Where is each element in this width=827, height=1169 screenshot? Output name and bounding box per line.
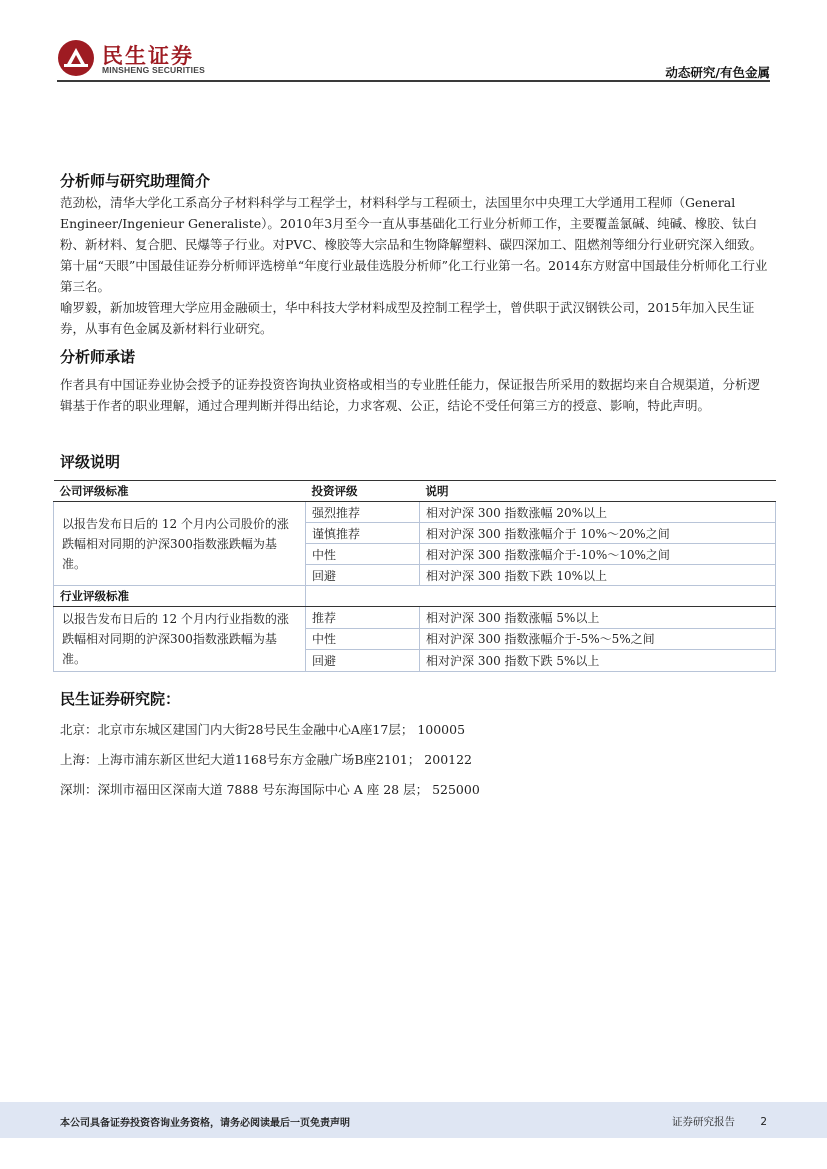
industry-header-row [54,586,776,607]
address-shanghai [60,750,472,768]
rating-cell: 强烈推荐 [306,502,420,523]
commitment-title: 分析师承诺 [60,348,136,366]
desc-cell: 相对沪深 300 指数涨幅介于-10%～10%之间 [420,544,776,565]
footer-label: 证券研究报告 [671,1116,735,1128]
address-beijing [60,720,465,738]
table-row [54,502,776,523]
analyst-intro-title: 分析师与研究助理简介 [60,172,211,190]
description-header: 说明 [420,481,776,502]
rating-title: 评级说明 [60,453,121,471]
empty-cell [420,586,776,607]
logo-text-cn: 民生证券 [102,44,194,68]
rating-cell: 谨慎推荐 [306,523,420,544]
desc-cell: 相对沪深 300 指数下跌 5%以上 [420,650,776,672]
header-divider [57,80,770,82]
address-zip: 525000 [432,782,480,797]
rating-table [53,480,776,672]
rating-header: 投资评级 [306,481,420,502]
industry-standard-header: 行业评级标准 [54,586,306,607]
address-text: 上海：上海市浦东新区世纪大道1168号东方金融广场B座2101； [60,752,421,767]
rating-cell: 回避 [306,650,420,672]
desc-cell: 相对沪深 300 指数涨幅 20%以上 [420,502,776,523]
empty-cell [306,586,420,607]
analyst-bio-2: 喻罗毅，新加坡管理大学应用金融硕士，华中科技大学材料成型及控制工程学士，曾供职于武汉钢铁公司，2015年加入民生证券，从事有色金属及新材料行业研究。 [60,300,755,336]
desc-cell: 相对沪深 300 指数涨幅介于-5%～5%之间 [420,628,776,650]
rating-cell: 回避 [306,565,420,586]
table-row [54,607,776,629]
report-category: 动态研究/有色金属 [665,65,770,80]
desc-cell: 相对沪深 300 指数涨幅 5%以上 [420,607,776,629]
address-zip: 100005 [417,722,466,737]
page-number: 2 [760,1116,767,1128]
address-zip: 200122 [424,752,473,767]
desc-cell: 相对沪深 300 指数涨幅介于 10%～20%之间 [420,523,776,544]
logo-emblem-icon [56,38,96,78]
address-shenzhen [60,780,480,798]
company-standard-header: 公司评级标准 [54,481,306,502]
footer-disclaimer: 本公司具备证券投资咨询业务资格，请务必阅读最后一页免责声明 [60,1118,350,1129]
table-header-row [54,481,776,502]
footer-right [672,1114,767,1129]
institute-title: 民生证券研究院： [60,690,181,708]
company-logo [56,38,216,78]
rating-cell: 推荐 [306,607,420,629]
rating-cell: 中性 [306,628,420,650]
desc-cell: 相对沪深 300 指数下跌 10%以上 [420,565,776,586]
logo-text-en: MINSHENG SECURITIES [102,65,205,75]
commitment-text: 作者具有中国证券业协会授予的证券投资咨询执业资格或相当的专业胜任能力，保证报告所采用的数据均来自合规渠道，分析逻辑基于作者的职业理解，通过合理判断并得出结论，力求客观、公正，结论不受任何第三方的授意、影响，特此声明。 [60,377,761,413]
commitment-body [60,374,772,416]
rating-cell: 中性 [306,544,420,565]
address-text: 深圳：深圳市福田区深南大道 7888 号东海国际中心 A 座 28 层； [60,782,429,797]
company-basis: 以报告发布日后的 12 个月内公司股价的涨跌幅相对同期的沪深300指数涨跌幅为基准。 [54,502,306,586]
page-footer [0,1102,827,1138]
industry-basis: 以报告发布日后的 12 个月内行业指数的涨跌幅相对同期的沪深300指数涨跌幅为基准。 [54,607,306,672]
address-text: 北京：北京市东城区建国门内大街28号民生金融中心A座17层； [60,722,414,737]
analyst-intro-body [60,192,772,339]
analyst-bio-1: 范劲松，清华大学化工系高分子材料科学与工程学士，材料科学与工程硕士，法国里尔中央理工大学通用工程师（General Engineer/Ingenieur Generaliste）。2010年3月至今一直从事基础化工行业分析师工作，主要覆盖氯碱、纯碱、橡胶、钛白粉、新材料、复合肥、民爆等子行业。对PVC、橡胶等大宗品和生物降解塑料、碳四深加工、阻燃剂等细分行业研究深入细致。第十届“天眼”中国最佳证券分析师评选榜单“年度行业最佳选股分析师”化工行业第一名。2014东方财富中国最佳分析师化工行业第三名。 [60,195,768,294]
